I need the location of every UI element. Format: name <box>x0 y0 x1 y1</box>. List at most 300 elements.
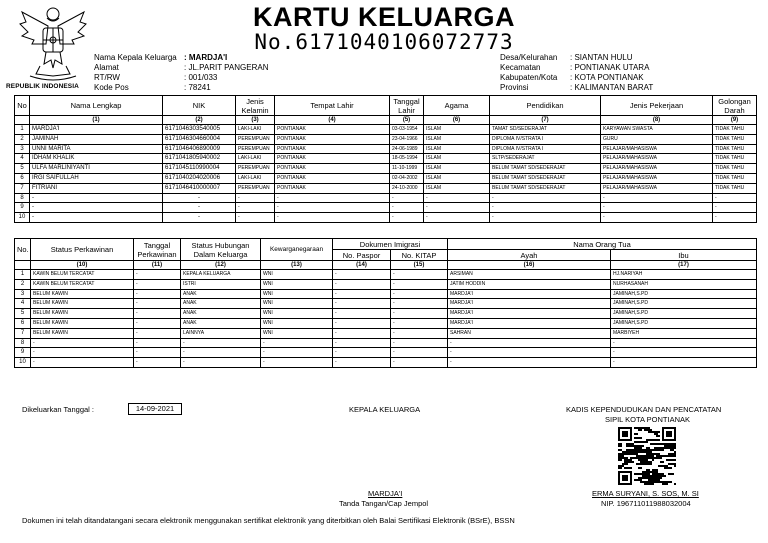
table-cell: WNI <box>261 289 333 299</box>
table-cell: - <box>611 348 757 358</box>
table-row <box>15 183 757 193</box>
column-number: (15) <box>391 261 448 270</box>
column-header: No. Paspor <box>333 250 391 261</box>
table-cell: JATIM HODDIN <box>448 279 611 289</box>
table-cell: - <box>391 299 448 309</box>
emblem-caption: REPUBLIK INDONESIA <box>6 83 79 90</box>
column-number: (4) <box>275 116 390 125</box>
table-cell: - <box>261 348 333 358</box>
table-cell: - <box>261 338 333 348</box>
table-cell: - <box>601 213 713 223</box>
table-cell: HJ.NARIYAH <box>611 270 757 280</box>
table-cell: ANAK <box>181 309 261 319</box>
table-cell: - <box>490 213 601 223</box>
table-cell: - <box>275 193 390 203</box>
table-cell: - <box>236 203 275 213</box>
table-cell: 5 <box>15 164 30 174</box>
column-header: Nama Lengkap <box>30 96 163 116</box>
table-cell: - <box>391 358 448 368</box>
table-cell: ULFA MARLINIYANTI <box>30 164 163 174</box>
header-value: : 001/033 <box>184 73 218 82</box>
table-cell: JAMINAH,S.PD <box>611 309 757 319</box>
table-cell: SLTP/SEDERAJAT <box>490 154 601 164</box>
table-cell: 5 <box>15 309 31 319</box>
table-cell: 10 <box>15 213 30 223</box>
table-cell: PONTIANAK <box>275 144 390 154</box>
table-cell: TIDAK TAHU <box>713 134 757 144</box>
column-number: (10) <box>31 261 134 270</box>
table-header <box>15 96 757 125</box>
header-value: : JL.PARIT PANGERAN <box>184 63 269 72</box>
table-cell: 6171046304660004 <box>163 134 236 144</box>
table-cell: - <box>30 193 163 203</box>
table-cell: - <box>134 328 181 338</box>
table-cell: - <box>390 203 424 213</box>
table-cell: ISLAM <box>424 173 490 183</box>
table-cell: 9 <box>15 203 30 213</box>
column-header: Dokumen Imigrasi <box>333 239 448 250</box>
table-cell: BELUM TAMAT SD/SEDERAJAT <box>490 164 601 174</box>
header-right <box>500 53 653 93</box>
table-cell: - <box>391 328 448 338</box>
table-row <box>15 289 757 299</box>
header-row <box>500 63 653 73</box>
table-cell: - <box>275 213 390 223</box>
table-cell: - <box>448 338 611 348</box>
table-cell: 2 <box>15 134 30 144</box>
table-cell: PONTIANAK <box>275 183 390 193</box>
table-cell: TIDAK TAHU <box>713 183 757 193</box>
table-cell: - <box>134 309 181 319</box>
table-cell: - <box>713 193 757 203</box>
table-cell: 23-04-1966 <box>390 134 424 144</box>
table-cell: NURHASANAH <box>611 279 757 289</box>
table-cell: - <box>391 279 448 289</box>
table-cell: - <box>333 299 391 309</box>
table-cell: LAKI-LAKI <box>236 154 275 164</box>
column-number: (6) <box>424 116 490 125</box>
table-cell: ISTRI <box>181 279 261 289</box>
table-row <box>15 299 757 309</box>
table-cell: PONTIANAK <box>275 134 390 144</box>
table-cell: - <box>333 358 391 368</box>
table-cell: - <box>31 348 134 358</box>
table-cell: - <box>601 193 713 203</box>
table-row <box>15 173 757 183</box>
table-cell: PELAJAR/MAHASISWA <box>601 144 713 154</box>
table-cell: DIPLOMA IV/STRATA I <box>490 134 601 144</box>
table-row <box>15 213 757 223</box>
table-cell: KAWIN BELUM TERCATAT <box>31 279 134 289</box>
table-cell: ISLAM <box>424 183 490 193</box>
table-cell: IDHAM KHALIK <box>30 154 163 164</box>
family-members-table <box>14 95 757 223</box>
column-header: Jenis Kelamin <box>236 96 275 116</box>
table-cell: 10 <box>15 358 31 368</box>
table-cell: - <box>134 299 181 309</box>
table-cell: PONTIANAK <box>275 154 390 164</box>
table-cell: SAHRAN <box>448 328 611 338</box>
table-cell: - <box>601 203 713 213</box>
column-number: (12) <box>181 261 261 270</box>
column-number <box>15 261 31 270</box>
table-cell: BELUM KAWIN <box>31 299 134 309</box>
table-cell: JAMINAH,S.PD <box>611 318 757 328</box>
table-cell: 1 <box>15 270 31 280</box>
official-title-line2: SIPIL KOTA PONTIANAK <box>605 415 691 424</box>
table-cell: JAMINAH,S.PD <box>611 299 757 309</box>
header-key: Alamat <box>94 63 119 72</box>
column-number: (14) <box>333 261 391 270</box>
table-cell: - <box>713 203 757 213</box>
table-cell: 2 <box>15 279 31 289</box>
table-cell: ARSIMAN <box>448 270 611 280</box>
table-cell: 02-04-2002 <box>390 173 424 183</box>
table-cell: 11-10-1999 <box>390 164 424 174</box>
table-cell: 24-10-2000 <box>390 183 424 193</box>
table-cell: - <box>134 338 181 348</box>
table-cell: UNNI MARITA <box>30 144 163 154</box>
table-cell: ANAK <box>181 299 261 309</box>
table-cell: - <box>134 270 181 280</box>
table-cell: BELUM TAMAT SD/SEDERAJAT <box>490 173 601 183</box>
table-cell: PEREMPUAN <box>236 183 275 193</box>
table-cell: KARYAWAN SWASTA <box>601 125 713 135</box>
table-cell: - <box>275 203 390 213</box>
table-cell: 6171040204020006 <box>163 173 236 183</box>
table-cell: 6171046410000007 <box>163 183 236 193</box>
document-number: No.6171040106072773 <box>254 30 514 54</box>
column-header: Status Perkawinan <box>31 239 134 261</box>
table-cell: - <box>611 338 757 348</box>
table-cell: - <box>163 203 236 213</box>
table-cell: 8 <box>15 193 30 203</box>
header-key: Provinsi <box>500 83 529 92</box>
table-cell: KEPALA KELUARGA <box>181 270 261 280</box>
table-cell: - <box>333 338 391 348</box>
table-cell: - <box>390 213 424 223</box>
table-cell: - <box>333 309 391 319</box>
table-cell: - <box>424 193 490 203</box>
table-cell: - <box>181 348 261 358</box>
table-body <box>15 125 757 223</box>
table-cell: - <box>391 309 448 319</box>
header-key: Kode Pos <box>94 83 129 92</box>
column-number-row <box>15 116 757 125</box>
table-cell: WNI <box>261 318 333 328</box>
table-cell: GURU <box>601 134 713 144</box>
table-row <box>15 348 757 358</box>
table-row <box>15 144 757 154</box>
table-cell: TIDAK TAHU <box>713 164 757 174</box>
table-cell: - <box>134 289 181 299</box>
table-cell: TIDAK TAHU <box>713 125 757 135</box>
table-cell: - <box>30 213 163 223</box>
family-head-name: MARDJA'I <box>368 489 403 498</box>
header-value: : KALIMANTAN BARAT <box>570 83 654 92</box>
table-row <box>15 309 757 319</box>
column-header: Kewarganegaraan <box>261 239 333 261</box>
column-header: Jenis Pekerjaan <box>601 96 713 116</box>
column-header: Ibu <box>611 250 757 261</box>
table-cell: ISLAM <box>424 164 490 174</box>
table-row <box>15 164 757 174</box>
header-row <box>94 53 268 63</box>
column-number: (17) <box>611 261 757 270</box>
table-cell: 3 <box>15 144 30 154</box>
table-cell: TIDAK TAHU <box>713 173 757 183</box>
family-head-label: KEPALA KELUARGA <box>349 405 421 414</box>
header-left <box>94 53 268 93</box>
table-cell: MARDJA'I <box>30 125 163 135</box>
table-cell: ISLAM <box>424 144 490 154</box>
column-number: (5) <box>390 116 424 125</box>
table-cell: 18-05-1994 <box>390 154 424 164</box>
table-cell: BELUM TAMAT SD/SEDERAJAT <box>490 183 601 193</box>
table-cell: 6171045110990004 <box>163 164 236 174</box>
table-cell: - <box>31 358 134 368</box>
table-header-row <box>15 96 757 116</box>
table-cell: 7 <box>15 328 31 338</box>
header-row <box>500 73 653 83</box>
table-cell: PELAJAR/MAHASISWA <box>601 173 713 183</box>
table-cell: TAMAT SD/SEDERAJAT <box>490 125 601 135</box>
table-cell: - <box>448 348 611 358</box>
column-number-row <box>15 261 757 270</box>
table-cell: JAMINAH <box>30 134 163 144</box>
table-cell: - <box>333 289 391 299</box>
table-cell: ISLAM <box>424 125 490 135</box>
table-cell: - <box>391 289 448 299</box>
table-header-row <box>15 239 757 250</box>
table-cell: - <box>261 358 333 368</box>
column-header: Pendidikan <box>490 96 601 116</box>
column-header: No. <box>15 239 31 261</box>
table-row <box>15 154 757 164</box>
header-row <box>94 73 268 83</box>
signature-caption: Tanda Tangan/Cap Jempol <box>339 499 429 508</box>
table-cell: FITRIANI <box>30 183 163 193</box>
table-cell: - <box>448 358 611 368</box>
table-cell: - <box>490 203 601 213</box>
official-nip: NIP. 196711011988032004 <box>601 499 691 508</box>
table-cell: BELUM KAWIN <box>31 328 134 338</box>
table-cell: PEREMPUAN <box>236 144 275 154</box>
table-cell: DIPLOMA IV/STRATA I <box>490 144 601 154</box>
table-cell: - <box>390 193 424 203</box>
column-header: No <box>15 96 30 116</box>
table-cell: WNI <box>261 270 333 280</box>
column-header: No. KITAP <box>391 250 448 261</box>
header-row <box>500 83 653 93</box>
table-row <box>15 358 757 368</box>
table-cell: PONTIANAK <box>275 164 390 174</box>
header-value: : KOTA PONTIANAK <box>570 73 644 82</box>
table-row <box>15 328 757 338</box>
table-header <box>15 239 757 270</box>
table-row <box>15 125 757 135</box>
table-cell: ANAK <box>181 318 261 328</box>
header-value: : MARDJA'I <box>184 53 228 62</box>
table-cell: - <box>391 270 448 280</box>
table-cell: 03-03-1954 <box>390 125 424 135</box>
table-cell: PELAJAR/MAHASISWA <box>601 183 713 193</box>
family-status-table <box>14 238 757 368</box>
table-row <box>15 279 757 289</box>
electronic-signature-note: Dokumen ini telah ditandatangani secara elektronik menggunakan sertifikat elektronik yang diterbitkan oleh Balai Sertifikasi Elektronik (BSrE), BSSN <box>22 516 515 525</box>
table-cell: - <box>391 338 448 348</box>
table-cell: - <box>333 270 391 280</box>
header-key: Kabupaten/Kota <box>500 73 558 82</box>
column-number: (11) <box>134 261 181 270</box>
table-cell: - <box>236 193 275 203</box>
table-cell: - <box>30 203 163 213</box>
table-cell: 6171046406890009 <box>163 144 236 154</box>
header-key: Desa/Kelurahan <box>500 53 558 62</box>
column-header: Tempat Lahir <box>275 96 390 116</box>
table-row <box>15 193 757 203</box>
column-number: (7) <box>490 116 601 125</box>
table-cell: - <box>134 348 181 358</box>
table-row <box>15 270 757 280</box>
table-cell: 6 <box>15 173 30 183</box>
table-cell: LAINNYA <box>181 328 261 338</box>
header-key: Nama Kepala Keluarga <box>94 53 177 62</box>
table-row <box>15 203 757 213</box>
table-cell: - <box>181 358 261 368</box>
column-header: NIK <box>163 96 236 116</box>
table-cell: 7 <box>15 183 30 193</box>
table-cell: 8 <box>15 338 31 348</box>
column-number: (9) <box>713 116 757 125</box>
table-cell: - <box>424 203 490 213</box>
table-cell: PEREMPUAN <box>236 134 275 144</box>
table-cell: BELUM KAWIN <box>31 289 134 299</box>
column-number: (13) <box>261 261 333 270</box>
table-cell: 6171046303540005 <box>163 125 236 135</box>
table-row <box>15 318 757 328</box>
table-cell: - <box>333 348 391 358</box>
table-cell: - <box>134 358 181 368</box>
table-cell: TIDAK TAHU <box>713 144 757 154</box>
document-title: KARTU KELUARGA <box>253 2 515 32</box>
table-cell: 3 <box>15 289 31 299</box>
table-cell: - <box>181 338 261 348</box>
table-cell: - <box>713 213 757 223</box>
table-cell: - <box>163 213 236 223</box>
column-number: (1) <box>30 116 163 125</box>
table-cell: - <box>424 213 490 223</box>
column-header: Status Hubungan Dalam Keluarga <box>181 239 261 261</box>
issued-date-label: Dikeluarkan Tanggal : <box>22 405 94 414</box>
table-cell: WNI <box>261 299 333 309</box>
table-cell: - <box>333 328 391 338</box>
qr-code-icon <box>618 427 676 485</box>
table-cell: PONTIANAK <box>275 125 390 135</box>
header-value: : PONTIANAK UTARA <box>570 63 650 72</box>
table-row <box>15 134 757 144</box>
table-cell: ISLAM <box>424 154 490 164</box>
table-cell: LAKI-LAKI <box>236 125 275 135</box>
table-cell: - <box>236 213 275 223</box>
column-number: (16) <box>448 261 611 270</box>
table-cell: - <box>391 348 448 358</box>
official-name: ERMA SURYANI, S. SOS, M. SI <box>592 489 699 498</box>
column-number <box>15 116 30 125</box>
table-cell: MARDJA'I <box>448 318 611 328</box>
table-cell: - <box>134 279 181 289</box>
table-cell: 24-06-1989 <box>390 144 424 154</box>
issued-date-value: 14-09-2021 <box>128 403 182 415</box>
column-number: (8) <box>601 116 713 125</box>
table-cell: ISLAM <box>424 134 490 144</box>
table-cell: 9 <box>15 348 31 358</box>
column-header: Agama <box>424 96 490 116</box>
table-cell: MARDJA'I <box>448 309 611 319</box>
table-cell: BELUM KAWIN <box>31 318 134 328</box>
table-cell: JAMINAH,S.PD <box>611 289 757 299</box>
table-cell: MARBIYEH <box>611 328 757 338</box>
table-cell: PELAJAR/MAHASISWA <box>601 154 713 164</box>
header-key: RT/RW <box>94 73 120 82</box>
table-cell: - <box>163 193 236 203</box>
column-number: (2) <box>163 116 236 125</box>
table-cell: IRGI SAIFULLAH <box>30 173 163 183</box>
table-cell: 4 <box>15 299 31 309</box>
table-cell: LAKI-LAKI <box>236 173 275 183</box>
table-cell: 6 <box>15 318 31 328</box>
header-key: Kecamatan <box>500 63 541 72</box>
header-row <box>94 83 268 93</box>
table-cell: 1 <box>15 125 30 135</box>
table-cell: KAWIN BELUM TERCATAT <box>31 270 134 280</box>
column-header: Tanggal Lahir <box>390 96 424 116</box>
column-header: Ayah <box>448 250 611 261</box>
table-cell: - <box>333 318 391 328</box>
table-cell: MARDJA'I <box>448 299 611 309</box>
table-row <box>15 338 757 348</box>
table-cell: WNI <box>261 279 333 289</box>
table-cell: TIDAK TAHU <box>713 154 757 164</box>
table-cell: PELAJAR/MAHASISWA <box>601 164 713 174</box>
table-cell: - <box>490 193 601 203</box>
column-header: Golongan Darah <box>713 96 757 116</box>
table-cell: - <box>31 338 134 348</box>
table-cell: - <box>333 279 391 289</box>
table-cell: PONTIANAK <box>275 173 390 183</box>
table-cell: BELUM KAWIN <box>31 309 134 319</box>
header-value: : SIANTAN HULU <box>570 53 633 62</box>
table-cell: 4 <box>15 154 30 164</box>
table-body <box>15 270 757 368</box>
table-cell: PEREMPUAN <box>236 164 275 174</box>
table-cell: MARDJA'I <box>448 289 611 299</box>
table-cell: ANAK <box>181 289 261 299</box>
table-cell: - <box>611 358 757 368</box>
header-row <box>500 53 653 63</box>
column-header: Tanggal Perkawinan <box>134 239 181 261</box>
header-value: : 78241 <box>184 83 211 92</box>
official-title-line1: KADIS KEPENDUDUKAN DAN PENCATATAN <box>566 405 722 414</box>
column-header: Nama Orang Tua <box>448 239 757 250</box>
header-row <box>94 63 268 73</box>
table-cell: - <box>391 318 448 328</box>
table-cell: - <box>134 318 181 328</box>
table-cell: WNI <box>261 328 333 338</box>
table-cell: 6171041805940002 <box>163 154 236 164</box>
column-number: (3) <box>236 116 275 125</box>
table-cell: WNI <box>261 309 333 319</box>
